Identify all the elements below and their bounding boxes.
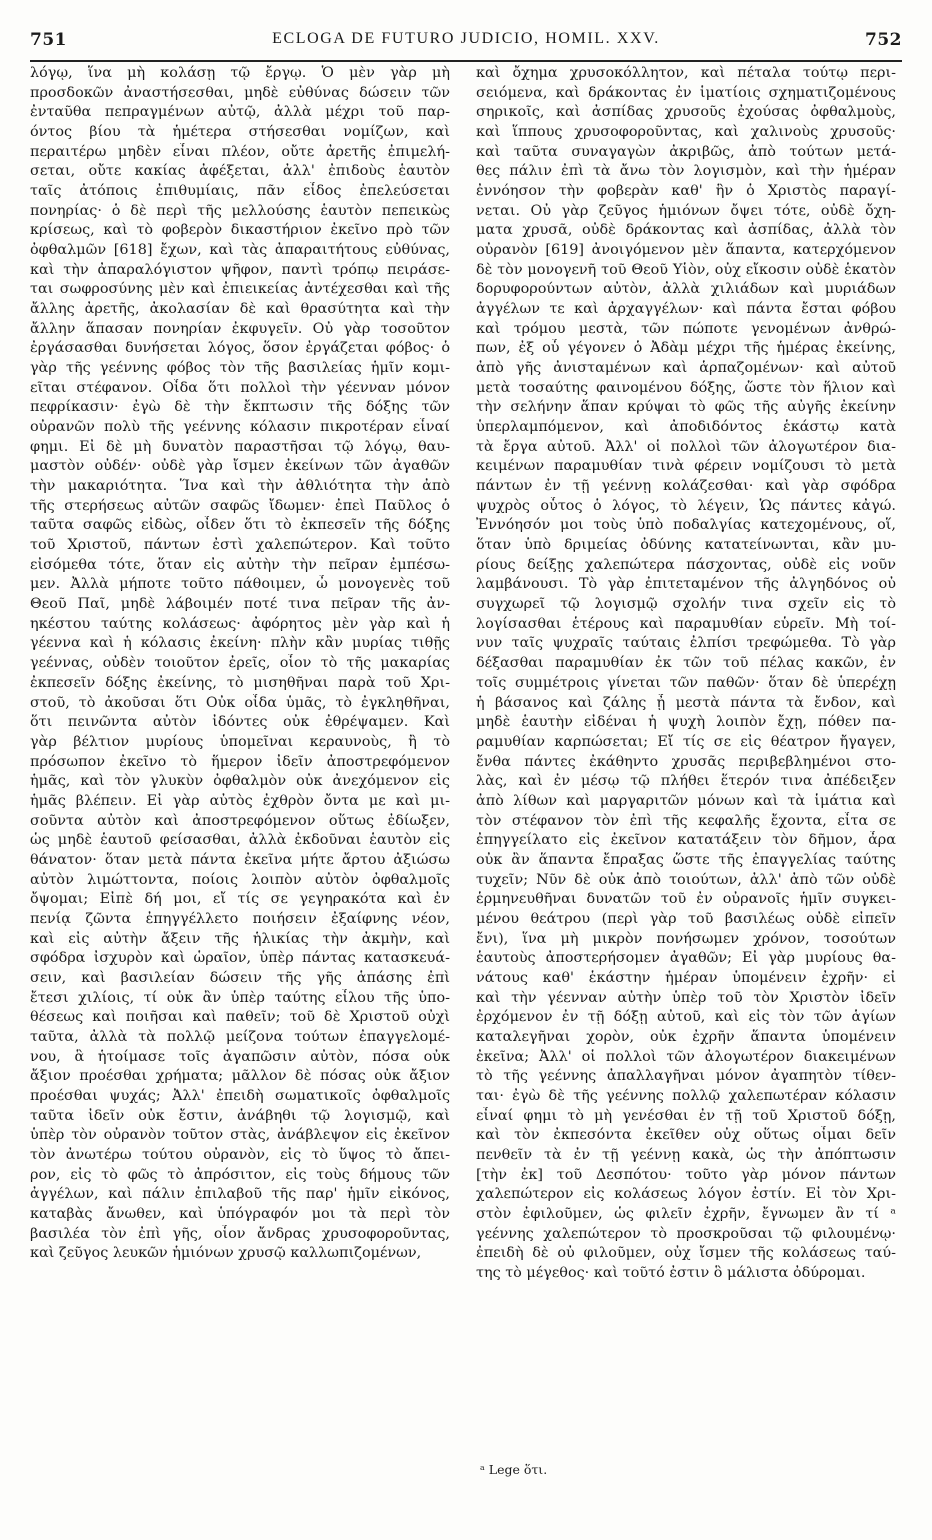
text-line: ἑαυτοὺς ἀποστερήσομεν ἀγαθῶν; Εἰ γὰρ μυρίους θα- — [476, 950, 896, 967]
text-line: ραμυθίαν καρπώσεται; Εἴ τίς σε εἰς θέατρον ἤγαγεν, — [476, 733, 896, 750]
text-line: καὶ ταῦτα συναγαγὼν ἀκριβῶς, ἀπὸ τούτων μετά- — [476, 143, 896, 160]
text-line: καταλεγῆναι χορὸν, οὐκ ἐχρῆν ἅπαντα ὑπομένειν — [476, 1028, 896, 1045]
text-line: ὅτι πεινῶντα αὐτὸν ἰδόντες οὐκ ἐθρέψαμεν. Καὶ — [30, 714, 450, 731]
text-line: όντος βίου τὰ ἡμέτερα στήσεσθαι νομίζων, καὶ — [30, 124, 450, 141]
text-line: λὰς, καὶ ἐν μέσῳ τῷ πλήθει ἕτερόν τινα ἀπέδειξεν — [476, 773, 896, 790]
text-line: προέσθαι ψυχάς; Ἀλλ' ἐπειδὴ σωματικοῖς ὀφθαλμοῖς — [30, 1087, 450, 1104]
text-line: οὐρανὸν [619] ἀνοιγόμενον μὲν ἅπαντα, κατερχόμενον — [476, 242, 896, 259]
text-line: τοῦ Χριστοῦ, πάντων ἐστὶ χαλεπώτερον. Καὶ τοῦτο — [30, 537, 450, 554]
text-line: θάνατον· ὅταν μετὰ πάντα ἐκεῖνα μήτε ἄρτου ἀξιώσω — [30, 851, 450, 868]
text-line: ταῦτα σαφῶς εἰδὼς, οἶδεν ὅτι τὸ ἐκπεσεῖν τῆς δόξης — [30, 517, 450, 534]
text-line: τὴν μακαριότητα. Ἵνα καὶ τὴν ἀθλιότητα τὴν ἀπὸ — [30, 478, 450, 495]
text-line: ἐννόησον τὴν φοβερὰν καθ' ἣν ὁ Χριστὸς παραγί- — [476, 183, 896, 200]
text-line: πενίᾳ ζῶντα ἐπηγγέλλετο ποιήσειν ἐξαίφνης νέον, — [30, 910, 450, 927]
text-line: χαλεπώτερον εἰς κολάσεως λόγον ἐστίν. Εἰ τὸν Χρι- — [476, 1186, 896, 1203]
text-line: ἄξιον προέσθαι χρήματα; μᾶλλον δὲ πόσας οὐκ ἄξιον — [30, 1068, 450, 1085]
text-line: ἀγγέλων τε καὶ ἀρχαγγέλων· καὶ πάντα ἔσται φόβου — [476, 301, 896, 318]
text-line: τοῖς συμμέτροις γίνεται τῶν παθῶν· ὅταν δὲ ὑπερέχῃ — [476, 674, 896, 691]
text-line: ὑπὲρ τὸν οὐρανὸν τοῦτον στὰς, ἀνάβλεψον εἰς ἐκεῖνον — [30, 1127, 450, 1144]
text-line: καὶ τὸν ἐκπεσόντα ἐκεῖθεν οὐχ οὕτως οἶμαι δεῖν — [476, 1127, 896, 1144]
text-line: τῆς στερήσεως αὐτῶν σαφῶς ἴδωμεν· ἐπεὶ Παῦλος ὁ — [30, 497, 450, 514]
text-line: φημι. Εἰ δὲ μὴ δυνατὸν παραστῆσαι τῷ λόγῳ, θαυ- — [30, 438, 450, 455]
text-line: ἐκεῖνα; Ἀλλ' οἱ πολλοὶ τῶν ἀλογωτέρον διακειμένων — [476, 1048, 896, 1065]
page-number-right: 752 — [865, 30, 902, 50]
running-title: ECLOGA DE FUTURO JUDICIO, HOMIL. XXV. — [272, 30, 660, 47]
header-rule — [30, 60, 902, 62]
text-line: τὸν ἀνωτέρω τούτου οὐρανὸν, εἰς τὸ ὕψος τὸ ἄπει- — [30, 1146, 450, 1163]
text-line: θες πάλιν ἐπὶ τὰ ἄνω τὸν λογισμὸν, καὶ τὴν ἡμέραν — [476, 163, 896, 180]
text-line: ὡς μηδὲ ἑαυτοῦ φείσασθαι, ἀλλὰ ἐκδοῦναι ἑαυτὸν εἰς — [30, 832, 450, 849]
text-line: λόγῳ, ἵνα μὴ κολάσῃ τῷ ἔργῳ. Ὁ μὲν γὰρ μὴ — [30, 65, 450, 81]
text-line: σεται, οὔτε κακίας ἀφέξεται, ἀλλ' ἐπιδοὺς ἑαυτὸν — [30, 163, 450, 180]
text-line: γεέννας, οὐδὲν τοιοῦτον ἐρεῖς, οἷον τὸ τῆς μακαρίας — [30, 655, 450, 672]
text-line: μένου θεάτρου (περὶ γὰρ τοῦ βασιλέως οὐδὲ εἰπεῖν — [476, 910, 896, 927]
text-line: καταβὰς ἄνωθεν, καὶ ὑπόγραφόν μοι τὰ περὶ τὸν — [30, 1205, 450, 1222]
text-line: ρίους δείξῃς χαλεπώτερα πάσχοντας, οὐδὲ εἰς νοῦν — [476, 556, 896, 573]
text-line: ἑρμηνευθῆναι δυνατῶν τοῦ ἐν οὐρανοῖς ἡμῖν συγκει- — [476, 891, 896, 908]
text-line: μαστὸν οὐδέν· οὐδὲ γὰρ ἴσμεν ἐκείνων τῶν ἀγαθῶν — [30, 458, 450, 475]
text-line: ἐργάσασθαι δυνήσεται λόγος, ὅσον ἐργάζεται φόβος· ὁ — [30, 340, 450, 357]
text-line: δορυφορούντων αὐτὸν, ἀλλὰ χιλιάδων καὶ μυριάδων — [476, 281, 896, 298]
text-line: ὑπερλαμπόμενον, καὶ ἀποδιδόντος ἑκάστῳ κατὰ — [476, 419, 896, 436]
text-line: καὶ εἰς αὐτὴν ἄξειν τῆς ἡλικίας τὴν ἀκμὴν, καὶ — [30, 930, 450, 947]
text-line: πάντων ἐν τῇ γεέννῃ κολάζεσθαι· καὶ γὰρ σφόδρα — [476, 478, 896, 495]
text-line: μετὰ τοσαύτης φαινομένου δόξης, ὥστε τὸν ἥλιον καὶ — [476, 379, 896, 396]
text-line: ἐρχόμενον ἐν τῇ δόξῃ αὐτοῦ, καὶ εἰς τὸν τῶν ἁγίων — [476, 1009, 896, 1026]
text-line: [τὴν ἐκ] τοῦ Δεσπότου· τοῦτο γὰρ μόνον πάντων — [476, 1166, 896, 1183]
text-line: νυν ταῖς ψυχραῖς ταύταις ἐλπίσι τρεφώμεθα. Τὸ γὰρ — [476, 635, 896, 652]
text-line: ἀγγέλων, καὶ πάλιν ἐπιλαβοῦ τῆς παρ' ἡμῖν εἰκόνος, — [30, 1186, 450, 1203]
text-line: ηκέστου ταύτης κολάσεως· ἀφόρητος μὲν γὰρ καὶ ἡ — [30, 615, 450, 632]
text-line: οὐκ ἂν ἅπαντα ἔπραξας ὥστε τῆς ἐπαγγελίας ταύτης — [476, 851, 896, 868]
text-line: ἄλλην ἅπασαν πονηρίαν ἐκφυγεῖν. Οὐ γὰρ τοσοῦτον — [30, 320, 450, 337]
text-line: ματα χρυσᾶ, οὐδὲ δράκοντας καὶ ἀσπίδας, ἀλλὰ τὸν — [476, 222, 896, 239]
text-line: ἐνταῦθα πεπραγμένων αὐτῷ, ἀλλὰ μέχρι τοῦ παρ- — [30, 104, 450, 121]
text-line: ἀπὸ γῆς ἀνισταμένων καὶ ἁρπαζομένων· καὶ αὐτοῦ — [476, 360, 896, 377]
text-line: βασιλέα τὸν ἐπὶ γῆς, οἷον ἄνδρας χρυσοφοροῦντας, — [30, 1225, 450, 1242]
text-line: ψυχρὸς οὗτος ὁ λόγος, τὸ λέγειν, Ὡς πάντες κἀγώ. — [476, 497, 896, 514]
text-line: γὰρ βέλτιον μυρίους ὑπομεῖναι κεραυνοὺς, ἢ τὸ — [30, 733, 450, 750]
text-line: γεέννης χαλεπώτερον τὸ προσκροῦσαι τῷ φιλουμένῳ· — [476, 1225, 896, 1242]
text-line: πρόσωπον ἐκεῖνο τὸ ἥμερον ἰδεῖν ἀποστρεφόμενον — [30, 753, 450, 770]
text-line: σειν, καὶ βασιλείαν δώσειν τῆς γῆς ἁπάσης ἐπὶ — [30, 969, 450, 986]
text-line: μηδὲ ἑαυτὴν εἰδέναι ἡ ψυχὴ λοιπὸν ἔχῃ, πόθεν πα- — [476, 714, 896, 731]
text-line: τὰ ἔργα αὐτοῦ. Ἀλλ' οἱ πολλοὶ τῶν ἀλογωτέρον δια- — [476, 438, 896, 455]
text-line: καὶ τὴν ἀπαραλόγιστον ψῆφον, παντὶ τρόπῳ πειράσε- — [30, 261, 450, 278]
text-line: σειόμενα, καὶ δράκοντας ἐν ἱματίοις σχηματιζομένους — [476, 84, 896, 101]
page-number-left: 751 — [30, 30, 67, 50]
text-line: αὐτὸν λιμώττοντα, ποίοις λοιπὸν αὐτὸν ὀφθαλμοῖς — [30, 871, 450, 888]
text-line: στὸν ἐφιλοῦμεν, ὡς φιλεῖν ἐχρῆν, ἔγνωμεν ἂν τί ᵃ — [476, 1205, 896, 1222]
text-line: εῖται στέφανον. Οἶδα ὅτι πολλοὶ τὴν γέενναν μόνον — [30, 379, 450, 396]
text-line: λογίσασθαι ἑτέρους καὶ παραμυθίαν εὑρεῖν. Μὴ τοί- — [476, 615, 896, 632]
text-line: καὶ ἵππους χρυσοφοροῦντας, καὶ χαλινοὺς χρυσοῦς· — [476, 124, 896, 141]
text-column-right — [476, 64, 896, 1284]
text-line: εἰσόμεθα τότε, ὅταν εἰς αὐτὴν τὴν πεῖραν ἐμπέσω- — [30, 556, 450, 573]
text-line: εἶναί φημι τὸ μὴ γενέσθαι ἐν τῇ τοῦ Χριστοῦ δόξῃ, — [476, 1107, 896, 1124]
text-line: ἐπηγγείλατο εἰς ἐκεῖνον κατατάξειν τὸν δῆμον, ἆρα — [476, 832, 896, 849]
text-line: κρίσεως, καὶ τὸ φοβερὸν δικαστήριον ἐκεῖνο πρὸ τῶν — [30, 222, 450, 239]
text-line: νεται. Οὐ γὰρ ζεῦγος ἡμιόνων ὄψει τότε, οὐδὲ ὄχη- — [476, 202, 896, 219]
text-line: περαιτέρω μηδὲν εἶναι πλέον, οὔτε ἀρετῆς ἐπιμελή- — [30, 143, 450, 160]
text-line: σοῦντα αὐτὸν καὶ ἀποστρεφόμενον οὕτως ἐδίωξεν, — [30, 812, 450, 829]
text-line: δέξασθαι παραμυθίαν ἐκ τῶν τοῦ πέλας κακῶν, ἐν — [476, 655, 896, 672]
text-line: κειμένων παραμυθίαν τινὰ φέρειν νομίζουσι τὸ μετὰ — [476, 458, 896, 475]
text-line: Θεοῦ Παῖ, μηδὲ λάβοιμέν ποτέ τινα πεῖραν τῆς ἀν- — [30, 596, 450, 613]
text-line: Ἐννόησόν μοι τοὺς ὑπὸ ποδαλγίας κατεχομένους, οἵ, — [476, 517, 896, 534]
text-line: συγχωρεῖ τῷ λογισμῷ σχολήν τινα σχεῖν εἰς τὸ — [476, 596, 896, 613]
text-line: ἔνθα πάντες ἐκάθηντο χρυσᾶς περιβεβλημένοι στο- — [476, 753, 896, 770]
footnote: ᵃ Lege ὅτι. — [480, 1462, 548, 1477]
text-line: ὅταν ὑπὸ δριμείας ὀδύνης κατατείνωνται, κἂν μυ- — [476, 537, 896, 554]
text-line: ἡμᾶς βλέπειν. Εἰ γὰρ αὐτὸς ἐχθρὸν ὄντα με καὶ μι- — [30, 792, 450, 809]
text-line: σφόδρα ἰσχυρὸν καὶ ὡραῖον, ὑπὲρ πάντας κατασκευά- — [30, 950, 450, 967]
text-line: ται σωφροσύνης μὲν καὶ ἐπιεικείας ἀντέχεσθαι καὶ τῆς — [30, 281, 450, 298]
text-line: ἔνι), ἵνα μὴ μικρὸν πονήσωμεν χρόνον, τοσούτων — [476, 930, 896, 947]
text-column-left — [30, 64, 450, 1264]
text-line: ἡμᾶς, καὶ τὸν γλυκὺν ὀφθαλμὸν οὐκ ἀνεχόμενον εἰς — [30, 773, 450, 790]
text-line: ὄψομαι; Εἰπὲ δή μοι, εἴ τίς σε γεγηρακότα καὶ ἐν — [30, 891, 450, 908]
text-line: δὲ τὸν μονογενῆ τοῦ Θεοῦ Υἱὸν, οὐχ εἴκοσιν οὐδὲ ἑκατὸν — [476, 261, 896, 278]
text-line: ταῦτα ἰδεῖν οὐκ ἔστιν, ἀνάβηθι τῷ λογισμῷ, καὶ — [30, 1107, 450, 1124]
text-line: πεφρίκασιν· ἐγὼ δὲ τὴν ἔκπτωσιν τῆς δόξης τῶν — [30, 399, 450, 416]
text-line: ἄλλης ἀρετῆς, ἀκολασίαν δὲ καὶ θρασύτητα καὶ τὴν — [30, 301, 450, 318]
text-line: ἐπειδὴ δὲ οὐ φιλοῦμεν, οὐχ ἴσμεν τῆς κολάσεως ταύ- — [476, 1245, 896, 1262]
text-line: θέσεως καὶ ποιῆσαι καὶ παθεῖν; τοῦ δὲ Χριστοῦ οὐχὶ — [30, 1009, 450, 1026]
text-line: ἀπὸ λίθων καὶ μαργαριτῶν μόνων καὶ τὰ ἱμάτια καὶ — [476, 792, 896, 809]
text-line: λαμβάνουσι. Τὸ γὰρ ἐπιτεταμένον τῆς ἀλγηδόνος οὐ — [476, 576, 896, 593]
text-line: τυχεῖν; Νῦν δὲ οὐκ ἀπὸ τοιούτων, ἀλλ' ἀπὸ τῶν οὐδὲ — [476, 871, 896, 888]
text-line: γέεννα καὶ ἡ κόλασις ἐκείνη· πλὴν κἂν μυρίας τιθῇς — [30, 635, 450, 652]
running-header — [30, 30, 902, 56]
text-line: ται· ἐγὼ δὲ τῆς γεέννης πολλῷ χαλεπωτέραν κόλασιν — [476, 1087, 896, 1104]
text-line: σηρικοῖς, καὶ ἀσπίδας χρυσοῦς ἐχούσας ὀφθαλμοὺς, — [476, 104, 896, 121]
text-line: οὐρανῶν πολὺ τῆς γεέννης κόλασιν πικροτέραν εἶναί — [30, 419, 450, 436]
text-line: ταῖς ἀτόποις ἐπιθυμίαις, πᾶν εἶδος ἐπελεύσεται — [30, 183, 450, 200]
text-line: καὶ ὄχημα χρυσοκόλλητον, καὶ πέταλα τούτῳ περι- — [476, 65, 896, 81]
text-line: μεν. Ἀλλὰ μήποτε τοῦτο πάθοιμεν, ὦ μονογενὲς τοῦ — [30, 576, 450, 593]
text-line: ταῦτα, ἀλλὰ τὰ πολλῷ μείζονα τούτων ἐπαγγελομέ- — [30, 1028, 450, 1045]
text-line: προσδοκῶν ἀναστήσεσθαι, μηδὲ εὐθύνας δώσειν τῶν — [30, 84, 450, 101]
text-line: καὶ τρόμου μεστὰ, τῶν πώποτε γενομένων ἀνθρώ- — [476, 320, 896, 337]
text-line: πων, ἐξ οὗ γέγονεν ὁ Ἀδὰμ μέχρι τῆς ἡμέρας ἐκείνης, — [476, 340, 896, 357]
text-line: τὴν σελήνην ἅπαν κρύψαι τὸ φῶς τῆς αὐγῆς ἐκείνην — [476, 399, 896, 416]
text-line: νάτους καθ' ἑκάστην ἡμέραν ὑπομένειν ἐχρῆν· εἰ — [476, 969, 896, 986]
text-line: της τὸ μέγεθος· καὶ τοῦτό ἐστιν ὃ μάλιστα ὀδύρομαι. — [476, 1264, 866, 1281]
text-line: πονηρίας· ὁ δὲ περὶ τῆς μελλούσης ἑαυτὸν πεπεικὼς — [30, 202, 450, 219]
text-line: τὸν στέφανον τὸν ἐπὶ τῆς κεφαλῆς ἔχοντα, εἶτα σε — [476, 812, 896, 829]
text-line: ρον, εἰς τὸ φῶς τὸ ἀπρόσιτον, εἰς τοὺς δήμους τῶν — [30, 1166, 450, 1183]
text-line: νου, ἃ ἡτοίμασε τοῖς ἀγαπῶσιν αὐτὸν, πόσα οὐκ — [30, 1048, 450, 1065]
text-line: γὰρ τῆς γεέννης φόβος τὸν τῆς βασιλείας ἡμῖν κομι- — [30, 360, 450, 377]
text-line: πενθεῖν τὰ ἐν τῇ γεέννῃ κακὰ, ὡς τὴν ἀπόπτωσιν — [476, 1146, 896, 1163]
text-line: τὸ τῆς γεέννης ἀπαλλαγῆναι μόνον ἀγαπητὸν τίθεν- — [476, 1068, 896, 1085]
text-line: στοῦ, τὸ ἀκοῦσαι ὅτι Οὐκ οἶδα ὑμᾶς, τὸ ἐγκληθῆναι, — [30, 694, 450, 711]
text-line: ὀφθαλμῶν [618] ἔχων, καὶ τὰς ἀπαραιτήτους εὐθύνας, — [30, 242, 450, 259]
text-line: ἔτεσι χιλίοις, τί οὐκ ἂν ὑπὲρ ταύτης εἶλου τῆς ὑπο- — [30, 989, 450, 1006]
text-line: ἐκπεσεῖν δόξης ἐκείνης, τὸ μισηθῆναι παρὰ τοῦ Χρι- — [30, 674, 450, 691]
text-line: καὶ τὴν γέενναν αὐτὴν ὑπὲρ τοῦ τὸν Χριστὸν ἰδεῖν — [476, 989, 896, 1006]
text-line: καὶ ζεῦγος λευκῶν ἡμιόνων χρυσῷ καλλωπιζομένων, — [30, 1245, 422, 1262]
text-line: ἡ βάσανος καὶ ζάλης ᾖ μεστὰ πάντα τὰ ἔνδον, καὶ — [476, 694, 896, 711]
